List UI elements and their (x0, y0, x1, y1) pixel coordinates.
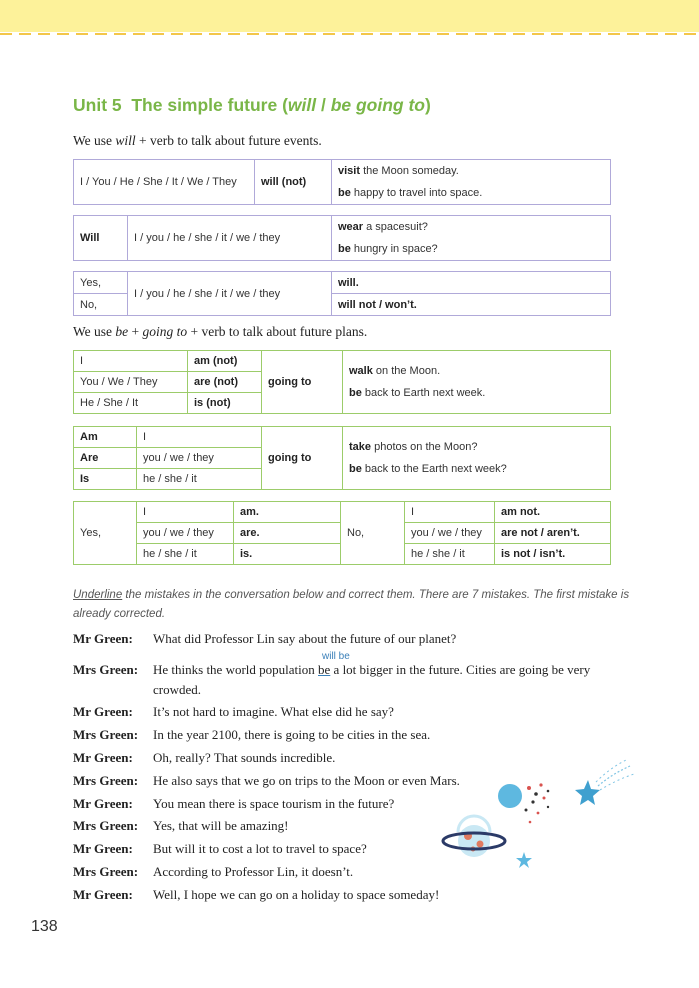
modal-cell: will (not) (255, 160, 332, 205)
negative-cell: are not / aren’t. (495, 523, 611, 544)
table-will-statements (73, 159, 611, 205)
line-text: But will it to cost a lot to travel to space? (153, 841, 367, 856)
subjects-cell: I / you / he / she / it / we / they (128, 216, 332, 261)
verbs-cell: wear a spacesuit? be hungry in space? (332, 216, 611, 261)
subject-cell: I (137, 502, 234, 523)
speaker: Mrs Green: (73, 662, 139, 677)
verbs-cell: take photos on the Moon? be back to the Earth next week? (343, 427, 611, 490)
yes-cell: Yes, (74, 272, 128, 294)
page-number: 138 (31, 918, 58, 935)
going-to-cell: going to (262, 427, 343, 490)
speaker: Mr Green: (73, 704, 133, 719)
correction-note: will be (322, 651, 350, 662)
speaker: Mrs Green: (73, 727, 139, 742)
comet-icon (498, 783, 549, 823)
page-title: Unit 5 The simple future (will / be going to) (73, 95, 431, 115)
speaker: Mrs Green: (73, 864, 139, 879)
subject-cell: I (405, 502, 495, 523)
subject-cell: I (74, 351, 188, 372)
planet-icon (443, 816, 505, 857)
no-cell: No, (74, 294, 128, 316)
exercise-instruction: Underline the mistakes in the conversation below and correct them. There are 7 mistakes. The first mistake is already corrected. (73, 589, 630, 620)
verbs-cell: walk on the Moon. be back to Earth next week. (343, 351, 611, 414)
positive-cell: are. (234, 523, 341, 544)
line-text: He thinks the world population be a lot bigger in the future. Cities are going be very crowded. (153, 662, 591, 697)
subject-cell: I (137, 427, 262, 448)
top-dashed-line (0, 33, 699, 35)
table-will-short-answers (73, 271, 611, 316)
speaker: Mr Green: (73, 887, 133, 902)
line-text: Oh, really? That sounds incredible. (153, 750, 336, 765)
verb-cell: Are (74, 448, 137, 469)
subject-cell: he / she / it (137, 469, 262, 490)
subject-cell: he / she / it (405, 544, 495, 565)
line-text: It’s not hard to imagine. What else did he say? (153, 704, 394, 719)
line-text: According to Professor Lin, it doesn’t. (153, 864, 354, 879)
subject-cell: he / she / it (137, 544, 234, 565)
line-text: What did Professor Lin say about the future of our planet? (153, 631, 457, 646)
star-trail-icon (575, 760, 634, 805)
negative-cell: will not / won’t. (332, 294, 611, 316)
table-going-to-statements (73, 350, 611, 414)
verb-cell: are (not) (188, 372, 262, 393)
intro-will: We use will + verb to talk about future events. (73, 133, 322, 148)
verb-cell: is (not) (188, 393, 262, 414)
speaker: Mrs Green: (73, 773, 139, 788)
line-text: You mean there is space tourism in the future? (153, 796, 395, 811)
intro-going-to: We use be + going to + verb to talk about future plans. (73, 324, 368, 339)
modal-cell: Will (74, 216, 128, 261)
subject-cell: you / we / they (405, 523, 495, 544)
verb-cell: Am (74, 427, 137, 448)
small-star-icon (516, 852, 532, 868)
positive-cell: is. (234, 544, 341, 565)
table-going-to-questions (73, 426, 611, 490)
line-text: He also says that we go on trips to the Moon or even Mars. (153, 773, 460, 788)
top-band (0, 0, 699, 32)
line-text: Well, I hope we can go on a holiday to space someday! (153, 887, 440, 902)
speaker: Mr Green: (73, 750, 133, 765)
subjects-cell: I / You / He / She / It / We / They (74, 160, 255, 205)
subject-cell: You / We / They (74, 372, 188, 393)
positive-cell: am. (234, 502, 341, 523)
subject-cell: you / we / they (137, 523, 234, 544)
negative-cell: is not / isn’t. (495, 544, 611, 565)
verb-cell: Is (74, 469, 137, 490)
speaker: Mrs Green: (73, 818, 139, 833)
subjects-cell: I / you / he / she / it / we / they (128, 272, 332, 316)
speaker: Mr Green: (73, 796, 133, 811)
subject-cell: He / She / It (74, 393, 188, 414)
line-text: In the year 2100, there is going to be cities in the sea. (153, 727, 431, 742)
verbs-cell: visit the Moon someday. be happy to travel into space. (332, 160, 611, 205)
table-will-questions (73, 215, 611, 261)
going-to-cell: going to (262, 351, 343, 414)
verb-cell: am (not) (188, 351, 262, 372)
space-illustration (440, 752, 640, 892)
table-going-to-short-answers (73, 501, 611, 565)
line-text: Yes, that will be amazing! (153, 818, 289, 833)
yes-cell: Yes, (74, 502, 137, 565)
speaker: Mr Green: (73, 841, 133, 856)
no-cell: No, (341, 502, 405, 565)
subject-cell: you / we / they (137, 448, 262, 469)
speaker: Mr Green: (73, 631, 133, 646)
negative-cell: am not. (495, 502, 611, 523)
positive-cell: will. (332, 272, 611, 294)
corrected-mistake: be (318, 662, 331, 677)
